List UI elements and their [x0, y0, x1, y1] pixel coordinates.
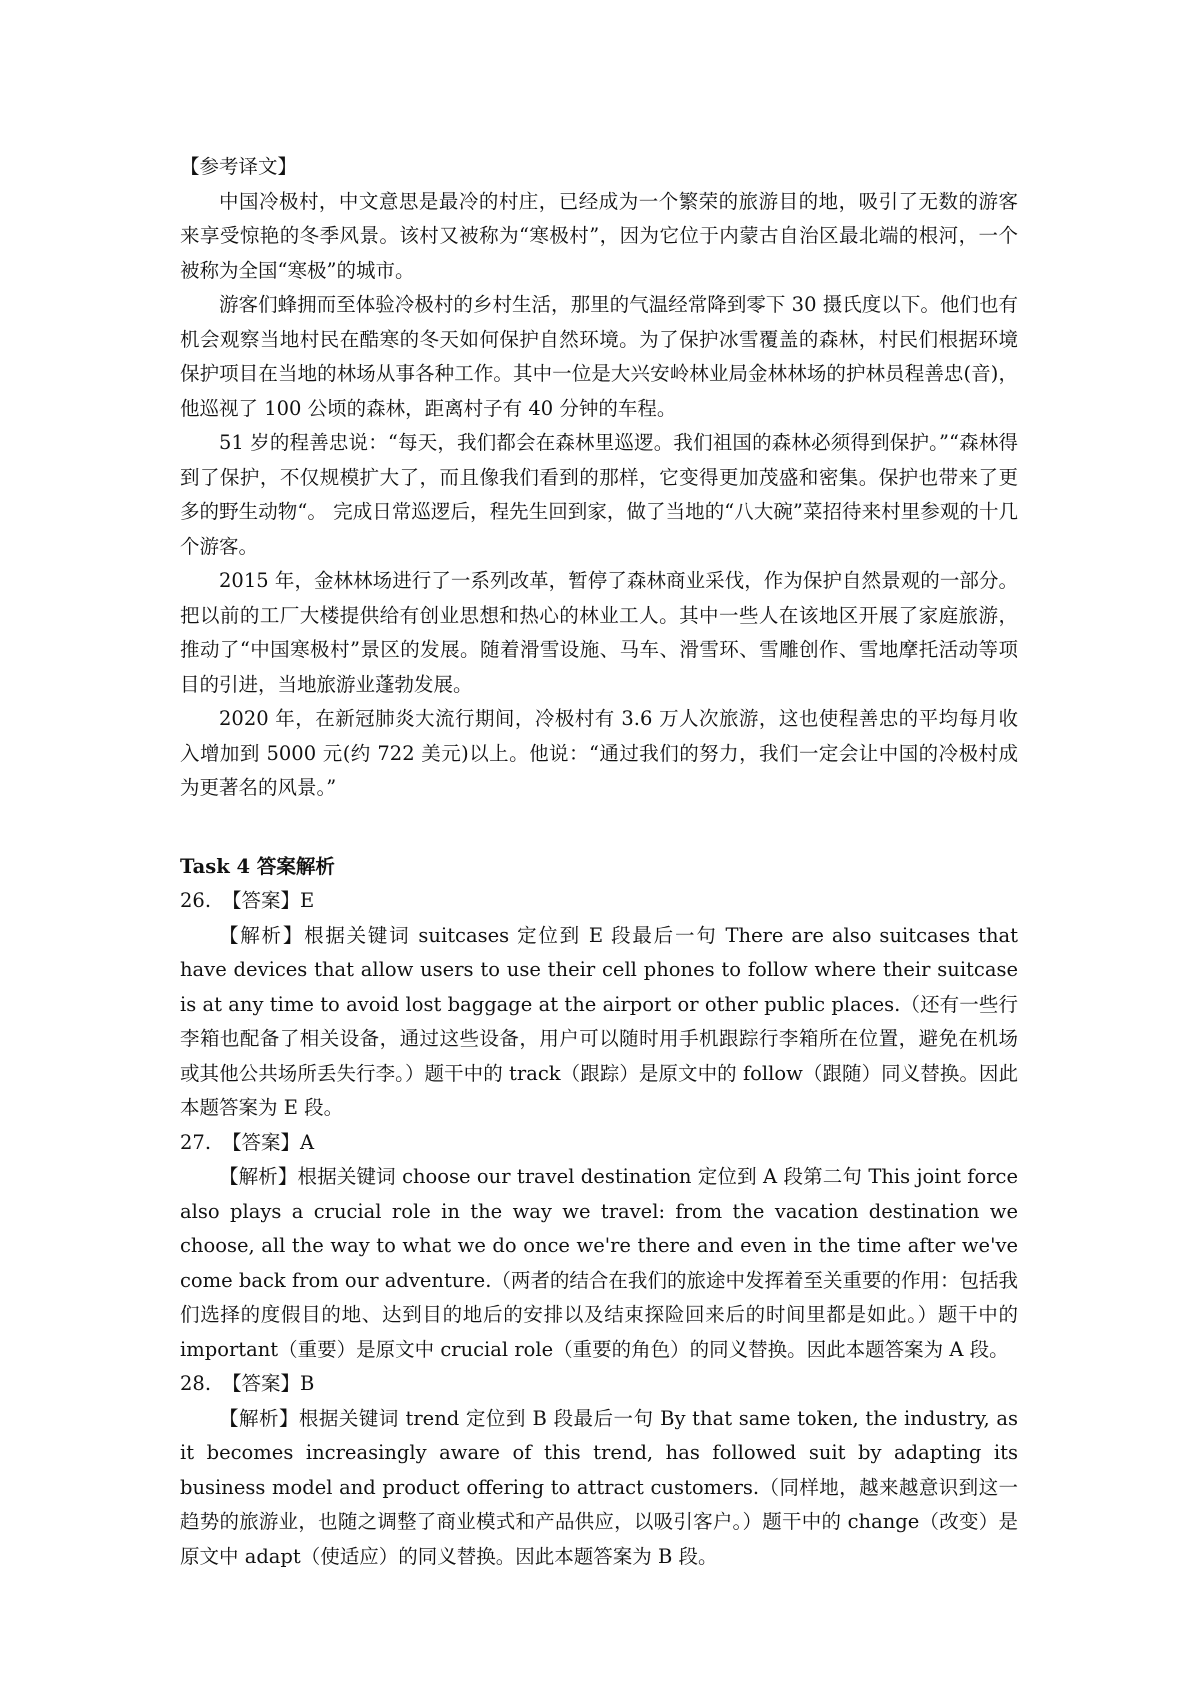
analysis-28: 【解析】根据关键词 trend 定位到 B 段最后一句 By that same token, the industry, as it becomes increasingly aware of this trend, has followed suit by adapting its business model and product offering to attract customers.（同样地，越来越意识到这一趋势的旅游业，也随之调整了商业模式和产品供应，以吸引客户。）题干中的 change（改变）是原文中 adapt（使适应）的同义替换。因此本题答案为 B 段。	[180, 1406, 1018, 1568]
question-number: 27.	[180, 1130, 212, 1154]
analysis-27: 【解析】根据关键词 choose our travel destination 定位到 A 段第二句 This joint force also plays a crucial role in the way we travel: from the vacation destination we choose, all the way to what we do once we're there and even in the time after we've come back from our adventure.（两者的结合在我们的旅途中发挥着至关重要的作用：包括我们选择的度假目的地、达到目的地后的安排以及结束探险回来后的时间里都是如此。）题干中的 important（重要）是原文中 crucial role（重要的角色）的同义替换。因此本题答案为 A 段。	[180, 1165, 1018, 1361]
document-page	[180, 150, 1018, 1574]
translation-paragraph-3: 51 岁的程善忠说：“每天，我们都会在森林里巡逻。我们祖国的森林必须得到保护。”“森林得到了保护，不仅规模扩大了，而且像我们看到的那样，它变得更加茂盛和密集。保护也带来了更多的野生动物“。 完成日常巡逻后，程先生回到家，做了当地的“八大碗”菜招待来村里参观的十几个游客。	[180, 431, 1018, 558]
answer-26	[180, 884, 1018, 919]
translation-paragraph-4: 2015 年，金林林场进行了一系列改革，暂停了森林商业采伐，作为保护自然景观的一部分。把以前的工厂大楼提供给有创业思想和热心的林业工人。其中一些人在该地区开展了家庭旅游，推动了“中国寒极村”景区的发展。随着滑雪设施、马车、滑雪环、雪雕创作、雪地摩托活动等项目的引进，当地旅游业蓬勃发展。	[180, 569, 1018, 696]
translation-paragraph-5: 2020 年，在新冠肺炎大流行期间，冷极村有 3.6 万人次旅游，这也使程善忠的平均每月收入增加到 5000 元(约 722 美元)以上。他说：“通过我们的努力，我们一定会让中国的冷极村成为更著名的风景。”	[180, 707, 1018, 799]
translation-paragraph-2: 游客们蜂拥而至体验冷极村的乡村生活，那里的气温经常降到零下 30 摄氏度以下。他们也有机会观察当地村民在酷寒的冬天如何保护自然环境。为了保护冰雪覆盖的森林，村民们根据环境保护项目在当地的林场从事各种工作。其中一位是大兴安岭林业局金林林场的护林员程善忠(音)，他巡视了 100 公顷的森林，距离村子有 40 分钟的车程。	[180, 293, 1018, 420]
answer-label: 【答案】E	[222, 889, 315, 912]
question-number: 26.	[180, 889, 212, 912]
answer-label: 【答案】A	[222, 1130, 315, 1154]
analysis-26: 【解析】根据关键词 suitcases 定位到 E 段最后一句 There are also suitcases that have devices that allow users to use their cell phones to follow where their suitcase is at any time to avoid lost baggage at the airport or other public places.（还有一些行李箱也配备了相关设备，通过这些设备，用户可以随时用手机跟踪行李箱所在位置，避免在机场或其他公共场所丢失行李。）题干中的 track（跟踪）是原文中的 follow（跟随）同义替换。因此本题答案为 E 段。	[180, 923, 1018, 1119]
task4-title: Task 4 答案解析	[180, 854, 335, 878]
question-number: 28.	[180, 1372, 212, 1395]
section-spacer	[180, 806, 1018, 850]
translation-paragraph-1: 中国冷极村，中文意思是最冷的村庄，已经成为一个繁荣的旅游目的地，吸引了无数的游客来享受惊艳的冬季风景。该村又被称为“寒极村”，因为它位于内蒙古自治区最北端的根河，一个被称为全国“寒极”的城市。	[180, 189, 1018, 282]
answer-label: 【答案】B	[222, 1372, 315, 1395]
answer-27	[180, 1126, 1018, 1161]
answer-28	[180, 1367, 1018, 1402]
translation-heading: 【参考译文】	[180, 155, 298, 178]
